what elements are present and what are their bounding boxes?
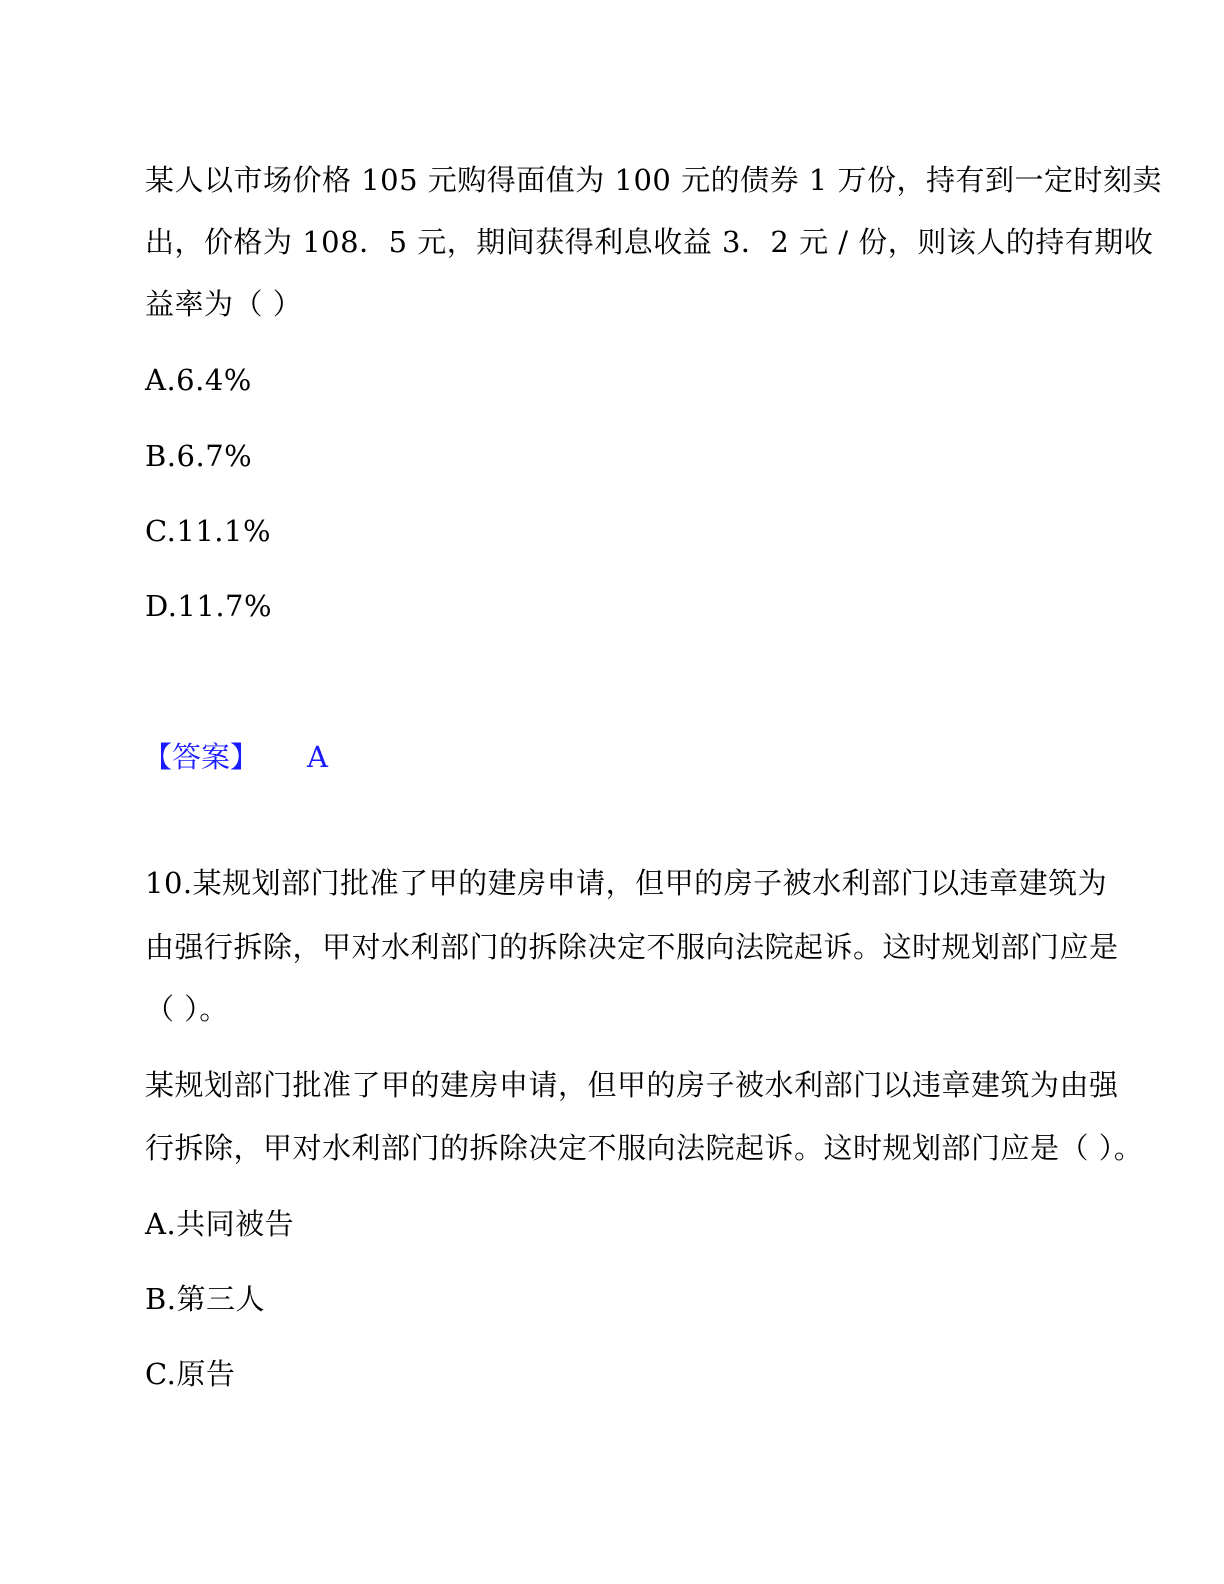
q10-repeat-line-1: 某规划部门批准了甲的建房申请，但甲的房子被水利部门以违章建筑为由强 (145, 1068, 1119, 1102)
q9-option-b: B.6.7% (145, 439, 253, 473)
q9-option-c: C.11.1% (145, 514, 271, 548)
q10-stem-line-3: （ ）。 (145, 992, 229, 1026)
q10-option-a: A.共同被告 (145, 1207, 295, 1241)
q10-repeat-line-2: 行拆除，甲对水利部门的拆除决定不服向法院起诉。这时规划部门应是（ ）。 (145, 1131, 1144, 1165)
q9-option-d: D.11.7% (145, 589, 273, 623)
q9-stem-line-1: 某人以市场价格 105 元购得面值为 100 元的债券 1 万份，持有到一定时刻卖 (145, 163, 1162, 197)
q10-option-b: B.第三人 (145, 1282, 266, 1316)
answer-label: 【答案】 (143, 740, 260, 774)
answer-row (143, 737, 328, 777)
q10-stem-line-1: 10.某规划部门批准了甲的建房申请，但甲的房子被水利部门以违章建筑为 (145, 866, 1108, 900)
answer-value: A (307, 740, 328, 774)
q9-stem-line-3: 益率为（ ） (145, 287, 303, 321)
q9-stem-line-2: 出，价格为 108．5 元，期间获得利息收益 3．2 元 / 份，则该人的持有期收 (145, 225, 1154, 259)
q9-option-a: A.6.4% (145, 363, 252, 397)
q10-option-c: C.原告 (145, 1357, 236, 1391)
q10-stem-line-2: 由强行拆除，甲对水利部门的拆除决定不服向法院起诉。这时规划部门应是 (145, 930, 1119, 964)
